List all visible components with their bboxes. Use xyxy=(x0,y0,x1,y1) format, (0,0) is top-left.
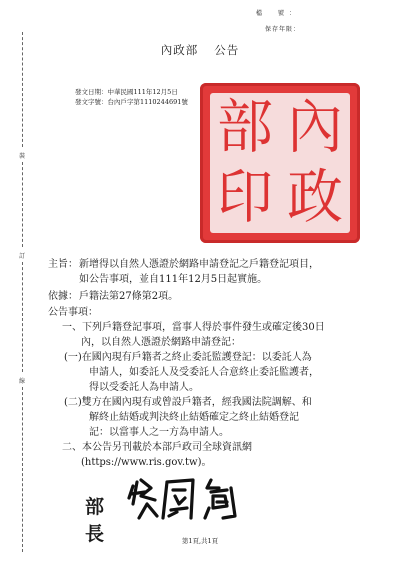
item-1-line: 內，以自然人憑證於網路申請登記： xyxy=(81,337,241,348)
retention-period-label: 保存年限： xyxy=(264,26,300,33)
page-number: 第1頁,共1頁 xyxy=(181,537,219,545)
seal-char: 部 xyxy=(217,93,273,162)
item-1-sub-1-line: 得以受委託人為申請人。 xyxy=(89,382,199,393)
basis-text: 戶籍法第27條第2項。 xyxy=(79,291,179,302)
seal-char: 印 xyxy=(217,163,273,232)
issue-date: 發文日期：中華民國111年12月5日 xyxy=(75,88,178,96)
item-1-sub-2-line: 解終止結婚或判決終止結婚確定之終止結婚登記 xyxy=(89,412,299,423)
item-2-line: 二、本公告另刊載於本部戶政司全球資訊網 xyxy=(62,442,252,453)
seal-char: 內 xyxy=(287,93,343,162)
page-title xyxy=(0,42,400,58)
subject-label: 主旨： xyxy=(48,259,78,270)
handwritten-signature xyxy=(127,474,267,524)
item-2-url: (https://www.ris.gov.tw)。 xyxy=(81,457,212,468)
item-1-line: 一、下列戶籍登記事項，當事人得於事件發生或確定後30日 xyxy=(62,322,325,333)
agency-name: 內政部 xyxy=(160,43,199,57)
archive-number-label: 檔 號： xyxy=(255,10,300,17)
subject-line: 如公告事項，並自111年12月5日起實施。 xyxy=(79,274,268,285)
binding-line xyxy=(22,32,23,147)
items-label: 公告事項： xyxy=(48,307,98,318)
binding-mark-top: 裝 xyxy=(19,153,26,160)
seal-legend xyxy=(210,93,350,233)
binding-line xyxy=(22,162,23,247)
binding-line xyxy=(22,262,23,372)
binding-mark-middle: 訂 xyxy=(19,253,26,260)
signature-title: 部長 xyxy=(85,496,104,545)
item-1-sub-2-line: 記：以當事人之一方為申請人。 xyxy=(89,427,229,438)
item-1-sub-1-line: 申請人，如委託人及受委託人合意終止委託監護者， xyxy=(89,367,319,378)
item-1-sub-2-line: (二)雙方在國內現有或曾設戶籍者，經我國法院調解、和 xyxy=(64,397,312,408)
reference-number: 發文字號：台內戶字第1110244691號 xyxy=(75,98,188,106)
subject-line: 新增得以自然人憑證於網路申請登記之戶籍登記項目， xyxy=(79,259,319,270)
seal-char: 政 xyxy=(287,163,343,232)
document-type: 公告 xyxy=(214,43,240,57)
basis-label: 依據： xyxy=(48,291,78,302)
official-seal xyxy=(200,83,360,243)
binding-line xyxy=(22,387,23,552)
item-1-sub-1-line: (一)在國內現有戶籍者之終止委託監護登記：以委託人為 xyxy=(64,352,312,363)
binding-mark-bottom: 線 xyxy=(19,378,26,385)
